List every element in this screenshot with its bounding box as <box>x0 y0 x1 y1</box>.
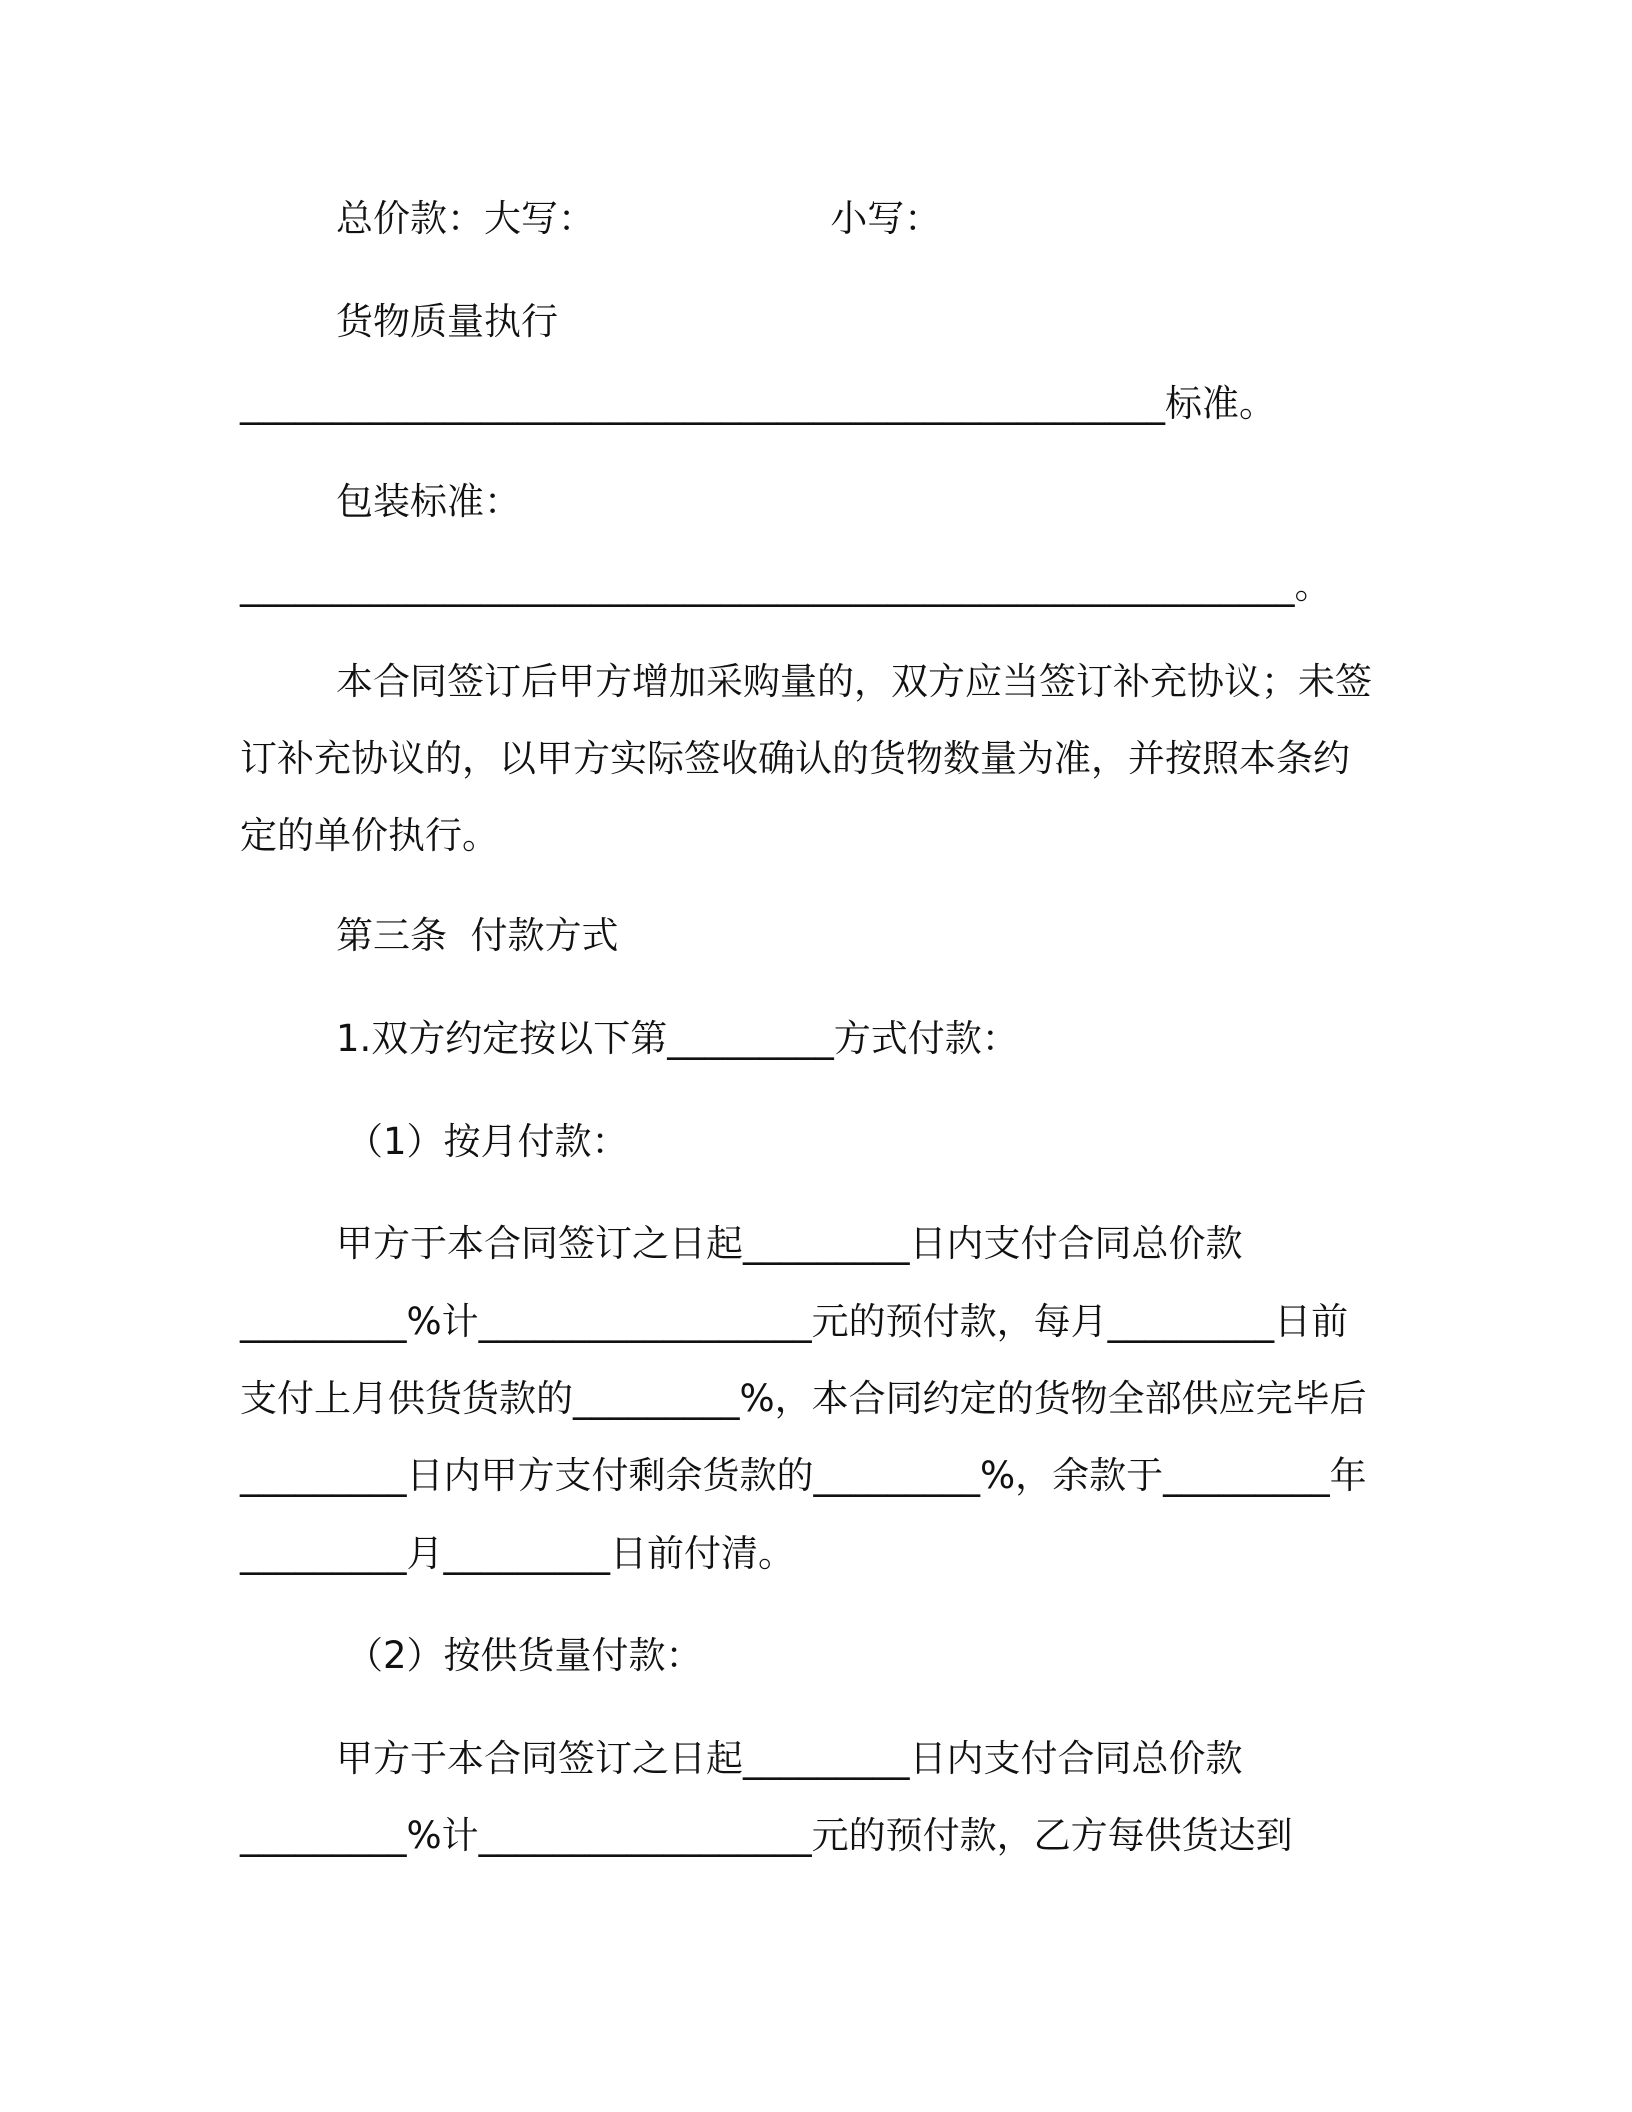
volume-payment-heading: （2）按供货量付款： <box>346 1634 703 1677</box>
monthly-paragraph-line-4: _________日内甲方支付剩余货款的_________%，余款于_________年 <box>240 1454 1367 1497</box>
total-price-line: 总价款：大写： 小写： <box>336 197 942 240</box>
supplement-paragraph-line-1: 本合同签订后甲方增加采购量的，双方应当签订补充协议；未签 <box>336 660 1372 703</box>
supplement-paragraph-line-3: 定的单价执行。 <box>240 814 499 857</box>
packing-label: 包装标准： <box>336 480 521 523</box>
quality-label: 货物质量执行 <box>336 300 558 343</box>
payment-method-line: 1.双方约定按以下第_________方式付款： <box>336 1017 1019 1060</box>
supplement-paragraph-line-2: 订补充协议的，以甲方实际签收确认的货物数量为准，并按照本条约 <box>240 737 1350 780</box>
packing-blank-line: _________________________________________________________。 <box>240 564 1332 607</box>
monthly-paragraph-line-1: 甲方于本合同签订之日起_________日内支付合同总价款 <box>336 1222 1243 1265</box>
article-3-heading: 第三条 付款方式 <box>336 914 619 957</box>
monthly-payment-heading: （1）按月付款： <box>346 1120 629 1163</box>
quality-blank-line: __________________________________________________标准。 <box>240 382 1276 425</box>
volume-paragraph-line-2: _________%计__________________元的预付款，乙方每供货达到 <box>240 1814 1293 1857</box>
volume-paragraph-line-1: 甲方于本合同签订之日起_________日内支付合同总价款 <box>336 1737 1243 1780</box>
monthly-paragraph-line-3: 支付上月供货货款的_________%，本合同约定的货物全部供应完毕后 <box>240 1377 1367 1420</box>
monthly-paragraph-line-2: _________%计__________________元的预付款，每月_________日前 <box>240 1300 1349 1343</box>
monthly-paragraph-line-5: _________月_________日前付清。 <box>240 1532 795 1575</box>
